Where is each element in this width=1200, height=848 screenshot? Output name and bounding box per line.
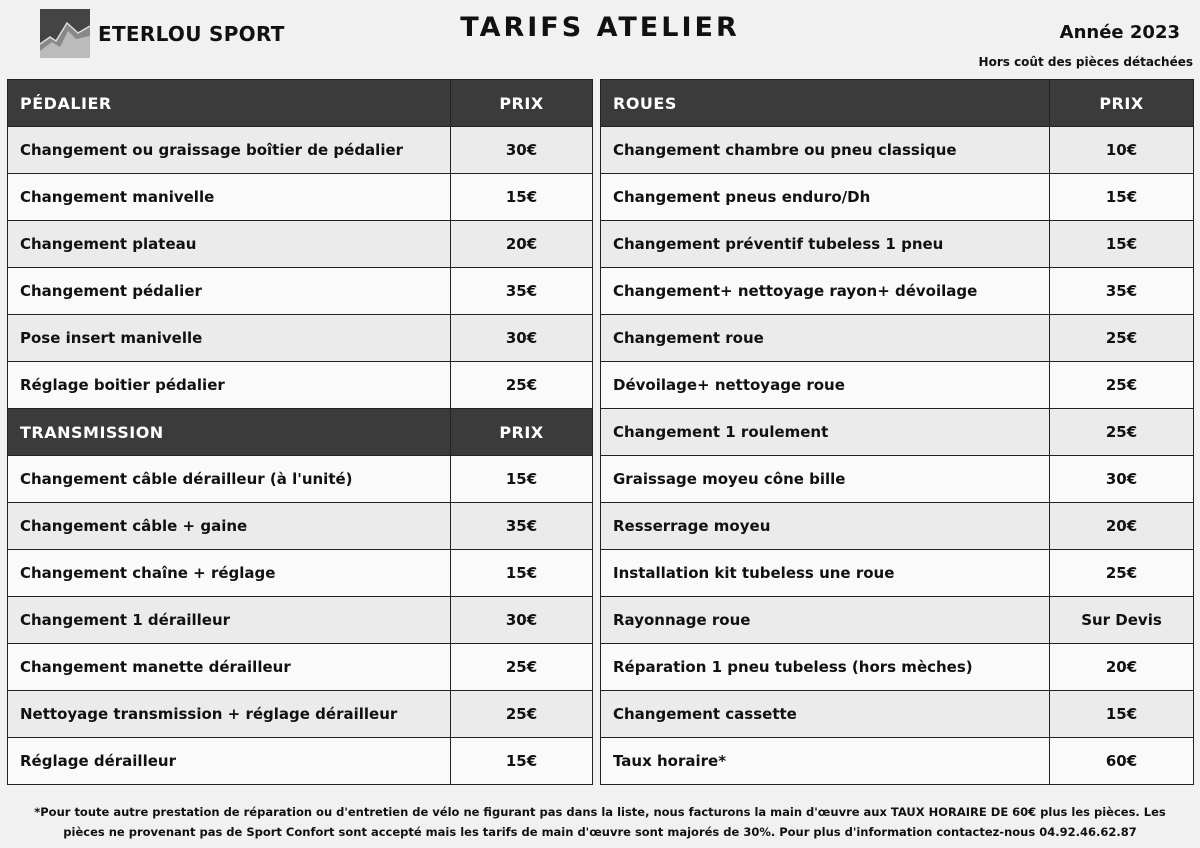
service-price: 35€ [451,503,593,550]
section-header-pédalier [8,80,593,127]
service-price: 15€ [1050,691,1194,738]
service-price: 25€ [451,691,593,738]
table-row [601,362,1194,409]
service-name: Changement ou graissage boîtier de pédalier [8,127,451,174]
table-row [601,268,1194,315]
section-header-transmission [8,409,593,456]
table-row [8,362,593,409]
service-price: 20€ [451,221,593,268]
service-price: 15€ [1050,221,1194,268]
table-row [601,127,1194,174]
service-name: Resserrage moyeu [601,503,1050,550]
service-name: Changement 1 roulement [601,409,1050,456]
service-name: Changement chaîne + réglage [8,550,451,597]
price-header: PRIX [451,80,593,127]
service-price: 15€ [1050,174,1194,221]
table-row [8,127,593,174]
table-row [8,456,593,503]
table-row [601,315,1194,362]
service-price: 15€ [451,550,593,597]
table-row [8,597,593,644]
service-price: 25€ [451,644,593,691]
service-price: 30€ [451,127,593,174]
service-price: 15€ [451,738,593,785]
service-name: Graissage moyeu cône bille [601,456,1050,503]
section-title: TRANSMISSION [8,409,451,456]
brand-name: ETERLOU SPORT [98,22,285,46]
service-name: Changement préventif tubeless 1 pneu [601,221,1050,268]
service-price: 10€ [1050,127,1194,174]
service-name: Changement cassette [601,691,1050,738]
year-label: Année 2023 [1059,22,1180,43]
service-name: Pose insert manivelle [8,315,451,362]
table-row [8,315,593,362]
service-price: 35€ [1050,268,1194,315]
table-row [8,221,593,268]
service-price: 25€ [1050,362,1194,409]
service-name: Taux horaire* [601,738,1050,785]
table-row [601,550,1194,597]
table-row [601,503,1194,550]
table-row [601,691,1194,738]
service-price: 20€ [1050,644,1194,691]
footer-note: *Pour toute autre prestation de réparation ou d'entretien de vélo ne figurant pas dans la liste, nous facturons la main d'œuvre aux TAUX HORAIRE DE 60€ plus les pièces. Les pièces ne provenant pas de Sport Confort sont accepté mais les tarifs de main d'œuvre sont majorés de 30%. Pour plus d'information contactez-nous 04.92.46.62.87 [34,805,1166,839]
page-title: TARIFS ATELIER [460,12,740,43]
table-row [601,738,1194,785]
service-name: Changement câble + gaine [8,503,451,550]
table-row [8,691,593,738]
service-name: Changement pédalier [8,268,451,315]
roues-price-table [600,79,1194,785]
service-name: Changement+ nettoyage rayon+ dévoilage [601,268,1050,315]
service-name: Changement plateau [8,221,451,268]
service-price: 25€ [1050,550,1194,597]
service-name: Installation kit tubeless une roue [601,550,1050,597]
table-row [8,268,593,315]
service-name: Changement câble dérailleur (à l'unité) [8,456,451,503]
table-row [601,456,1194,503]
service-price: 30€ [451,315,593,362]
left-price-table [7,79,593,785]
table-row [601,597,1194,644]
section-title: ROUES [601,80,1050,127]
parts-note: Hors coût des pièces détachées [978,55,1193,69]
price-header: PRIX [1050,80,1194,127]
service-price: 60€ [1050,738,1194,785]
service-name: Changement chambre ou pneu classique [601,127,1050,174]
service-name: Réglage dérailleur [8,738,451,785]
service-price: 25€ [1050,409,1194,456]
service-name: Réparation 1 pneu tubeless (hors mèches) [601,644,1050,691]
service-price: 25€ [1050,315,1194,362]
service-price: 20€ [1050,503,1194,550]
service-name: Changement pneus enduro/Dh [601,174,1050,221]
service-name: Rayonnage roue [601,597,1050,644]
service-name: Réglage boitier pédalier [8,362,451,409]
service-name: Changement manette dérailleur [8,644,451,691]
service-price: Sur Devis [1050,597,1194,644]
service-name: Changement 1 dérailleur [8,597,451,644]
service-name: Dévoilage+ nettoyage roue [601,362,1050,409]
price-header: PRIX [451,409,593,456]
table-row [8,738,593,785]
service-price: 15€ [451,456,593,503]
service-name: Changement roue [601,315,1050,362]
section-title: PÉDALIER [8,80,451,127]
service-price: 35€ [451,268,593,315]
service-price: 30€ [1050,456,1194,503]
table-row [601,174,1194,221]
table-row [8,503,593,550]
service-price: 15€ [451,174,593,221]
table-row [601,409,1194,456]
table-row [8,644,593,691]
section-header-roues [601,80,1194,127]
service-price: 30€ [451,597,593,644]
table-row [8,174,593,221]
service-name: Nettoyage transmission + réglage dérailleur [8,691,451,738]
table-row [8,550,593,597]
table-row [601,644,1194,691]
service-name: Changement manivelle [8,174,451,221]
table-row [601,221,1194,268]
service-price: 25€ [451,362,593,409]
